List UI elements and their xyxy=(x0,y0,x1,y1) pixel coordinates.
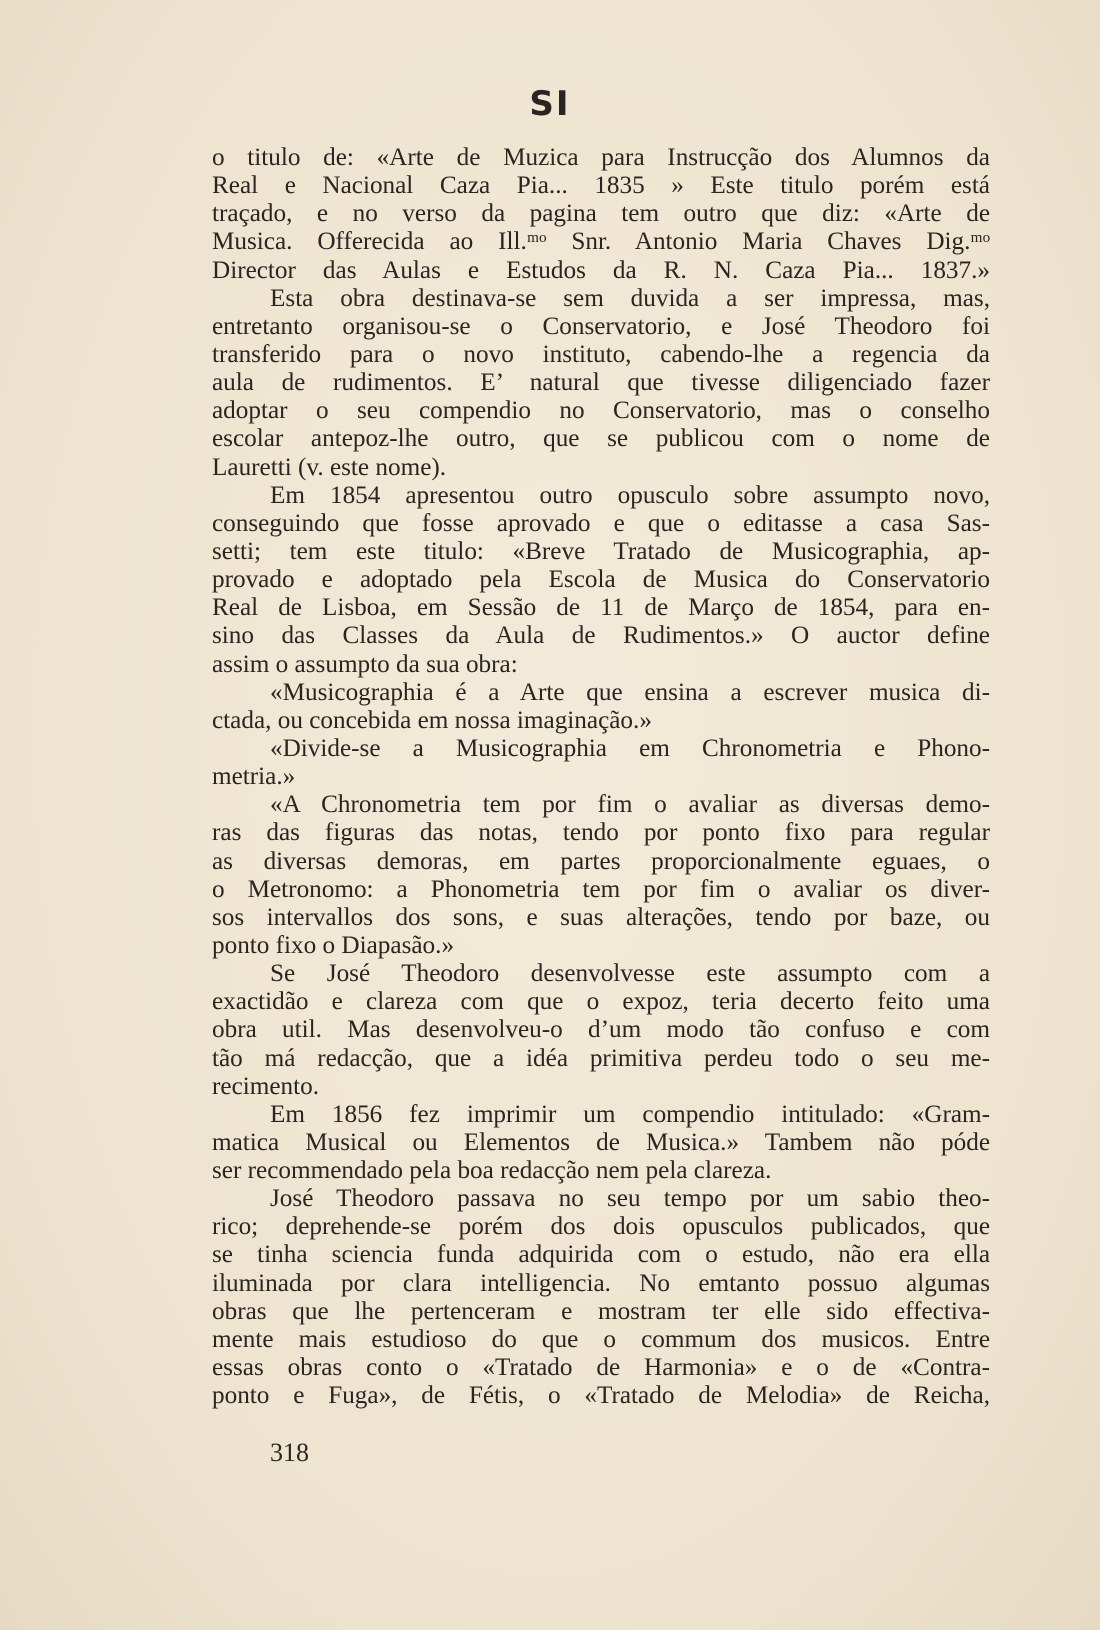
text-line: mente mais estudioso do que o commum dos musicos. Entre xyxy=(212,1325,990,1353)
text-line: Esta obra destinava-se sem duvida a ser impressa, mas, xyxy=(270,284,990,312)
text-line: sos intervallos dos sons, e suas alterações, tendo por baze, ou xyxy=(212,903,990,931)
text-line: escolar antepoz-lhe outro, que se publicou com o nome de xyxy=(212,425,990,453)
text-line: iluminada por clara intelligencia. No emtanto possuo algumas xyxy=(212,1269,990,1297)
text-line: exactidão e clareza com que o expoz, teria decerto feito uma xyxy=(212,988,990,1016)
text-line: o titulo de: «Arte de Muzica para Instrucção dos Alumnos da xyxy=(212,144,990,171)
text-line: obras que lhe pertenceram e mostram ter elle sido effectiva- xyxy=(212,1297,990,1325)
text-line: provado e adoptado pela Escola de Musica do Conservatorio xyxy=(212,566,990,594)
text-line: traçado, e no verso da pagina tem outro que diz: «Arte de xyxy=(212,200,990,228)
text-line: adoptar o seu compendio no Conservatorio, mas o conselho xyxy=(212,397,990,425)
text-line: ser recommendado pela boa redacção nem pela clareza. xyxy=(212,1157,772,1185)
text-line: obra util. Mas desenvolveu-o d’um modo tão confuso e com xyxy=(212,1016,990,1044)
page-header: SI xyxy=(529,84,571,124)
text-line: ras das figuras das notas, tendo por ponto fixo para regular xyxy=(212,819,990,847)
text-line: «A Chronometria tem por fim o avaliar as diversas demo- xyxy=(270,791,990,819)
text-line: Se José Theodoro desenvolvesse este assumpto com a xyxy=(270,960,990,988)
text-line: tão má redacção, que a idéa primitiva perdeu todo o seu me- xyxy=(212,1044,990,1072)
text-line: Real de Lisboa, em Sessão de 11 de Março de 1854, para en- xyxy=(212,594,990,622)
text-line: ponto fixo o Diapasão.» xyxy=(212,931,455,959)
text-line: rico; deprehende-se porém dos dois opusculos publicados, que xyxy=(212,1213,990,1241)
text-line: Em 1854 apresentou outro opusculo sobre assumpto novo, xyxy=(270,481,990,509)
text-line: Real e Nacional Caza Pia... 1835 » Este titulo porém está xyxy=(212,172,990,200)
text-line: Em 1856 fez imprimir um compendio intitulado: «Gram- xyxy=(270,1100,990,1128)
text-line: conseguindo que fosse aprovado e que o editasse a casa Sas- xyxy=(212,509,990,537)
text-line: sino das Classes da Aula de Rudimentos.» O auctor define xyxy=(212,622,990,650)
text-line: ponto e Fuga», de Fétis, o «Tratado de Melodia» de Reicha, xyxy=(212,1382,990,1410)
text-line: se tinha sciencia funda adquirida com o estudo, não era ella xyxy=(212,1241,990,1269)
text-line: matica Musical ou Elementos de Musica.» Tambem não póde xyxy=(212,1128,990,1156)
page-folio: 318 xyxy=(270,1438,309,1467)
text-line: recimento. xyxy=(212,1072,319,1100)
body-text xyxy=(212,144,990,1410)
text-line: setti; tem este titulo: «Breve Tratado de Musicographia, ap- xyxy=(212,537,990,565)
text-line: essas obras conto o «Tratado de Harmonia» e o de «Contra- xyxy=(212,1354,990,1382)
text-line: transferido para o novo instituto, cabendo-lhe a regencia da xyxy=(212,340,990,368)
text-line: aula de rudimentos. E’ natural que tivesse diligenciado fazer xyxy=(212,369,990,397)
text-line: entretanto organisou-se o Conservatorio, e José Theodoro foi xyxy=(212,312,990,340)
text-line: «Divide-se a Musicographia em Chronometria e Phono- xyxy=(270,734,990,762)
text-line: José Theodoro passava no seu tempo por um sabio theo- xyxy=(270,1185,990,1213)
text-line: «Musicographia é a Arte que ensina a escrever musica di- xyxy=(270,678,990,706)
text-line: Director das Aulas e Estudos da R. N. Caza Pia... 1837.» xyxy=(212,256,990,284)
text-line: assim o assumpto da sua obra: xyxy=(212,650,518,678)
text-line: o Metronomo: a Phonometria tem por fim o avaliar os diver- xyxy=(212,875,990,903)
text-line: metria.» xyxy=(212,763,296,791)
text-line: ctada, ou concebida em nossa imaginação.» xyxy=(212,706,652,734)
text-line: Lauretti (v. este nome). xyxy=(212,453,447,481)
text-line: as diversas demoras, em partes proporcionalmente eguaes, o xyxy=(212,847,990,875)
text-line: Musica. Offerecida ao Ill.ᵐᵒ Snr. Antonio Maria Chaves Dig.ᵐᵒ xyxy=(212,228,990,256)
